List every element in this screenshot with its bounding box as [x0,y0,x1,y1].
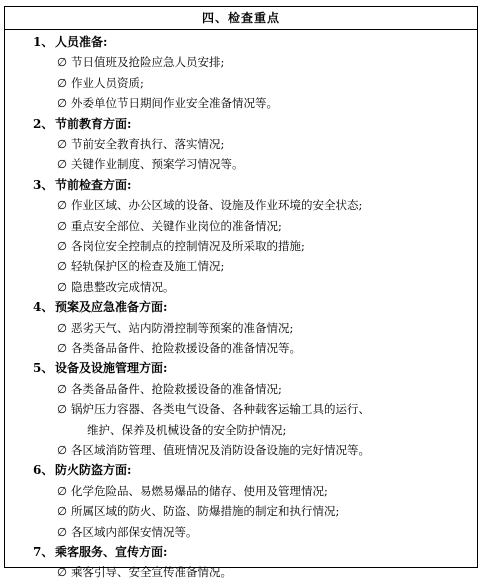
empty-set-bullet-icon: ∅ [57,218,68,233]
list-item-text: 外委单位节日期间作业安全准备情况等。 [71,96,278,111]
section-title: 预案及应急准备方面: [55,300,168,315]
list-item [5,562,477,582]
empty-set-bullet-icon: ∅ [57,341,68,356]
list-item [5,236,477,256]
section-number: 5、 [33,361,54,376]
list-item-text: 各区域消防管理、值班情况及消防设备设施的完好情况等。 [71,443,370,458]
list-item [5,256,477,276]
list-item [5,134,477,154]
list-item-text: 锅炉压力容器、各类电气设备、各种载客运输工具的运行、 [71,402,370,417]
list-item [5,216,477,236]
empty-set-bullet-icon: ∅ [57,259,68,274]
empty-set-bullet-icon: ∅ [57,198,68,213]
list-item-text: 乘客引导、安全宣传准备情况。 [71,565,232,580]
list-item-text: 隐患整改完成情况。 [71,279,175,294]
list-item [5,440,477,460]
empty-set-bullet-icon: ∅ [57,239,68,254]
list-item [5,277,477,297]
list-item-text: 重点安全部位、关键作业岗位的准备情况; [71,218,282,233]
list-item-text: 各区域内部保安情况等。 [71,524,198,539]
list-item [5,154,477,174]
empty-set-bullet-icon: ∅ [57,381,68,396]
section-heading [5,175,477,195]
list-item [5,379,477,399]
empty-set-bullet-icon: ∅ [57,157,68,172]
sections-list [5,30,477,583]
list-item-text: 轻轨保护区的检查及施工情况; [71,259,225,274]
list-item-text: 作业人员资质; [71,75,144,90]
empty-set-bullet-icon: ∅ [57,565,68,580]
list-item-text: 各类备品备件、抢险救援设备的准备情况; [71,381,282,396]
section-title: 节前检查方面: [55,177,132,192]
list-item-text: 作业区域、办公区域的设备、设施及作业环境的安全状态; [71,198,363,213]
list-item [5,73,477,93]
list-item-text: 所属区域的防火、防盗、防爆措施的制定和执行情况; [71,504,340,519]
list-item-text: 节日值班及抢险应急人员安排; [71,55,225,70]
empty-set-bullet-icon: ∅ [57,443,68,458]
list-item [5,481,477,501]
empty-set-bullet-icon: ∅ [57,483,68,498]
list-item [5,318,477,338]
section-heading [5,32,477,52]
section-heading [5,297,477,317]
list-item-text: 节前安全教育执行、落实情况; [71,137,225,151]
empty-set-bullet-icon: ∅ [57,524,68,539]
empty-set-bullet-icon: ∅ [57,504,68,519]
empty-set-bullet-icon: ∅ [57,402,68,417]
list-item-text: 恶劣天气、站内防滑控制等预案的准备情况; [71,320,294,335]
list-item-text: 关键作业制度、预案学习情况等。 [71,157,244,172]
list-item [5,52,477,72]
section-number: 4、 [33,300,54,315]
list-item [5,501,477,521]
section-number: 1、 [33,35,54,49]
list-item [5,195,477,215]
list-item-text: 各类备品备件、抢险救援设备的准备情况等。 [71,341,301,356]
section-heading [5,460,477,480]
section-title: 设备及设施管理方面: [55,361,168,376]
list-item [5,522,477,542]
section-title: 人员准备: [55,35,108,49]
list-item-continuation: 维护、保养及机械设备的安全防护情况; [87,422,287,437]
section-heading [5,542,477,562]
empty-set-bullet-icon: ∅ [57,320,68,335]
section-heading [5,114,477,134]
list-item [5,93,477,113]
section-title: 防火防盗方面: [55,463,132,478]
list-item [5,399,477,419]
section-number: 2、 [33,116,54,131]
section-title: 节前教育方面: [55,116,132,131]
section-number: 7、 [33,545,54,560]
inspection-document [4,6,478,580]
empty-set-bullet-icon: ∅ [57,279,68,294]
empty-set-bullet-icon: ∅ [57,137,68,151]
list-item-text: 各岗位安全控制点的控制情况及所采取的措施; [71,239,305,254]
list-item [5,338,477,358]
document-title: 四、检查重点 [5,7,477,30]
section-title: 乘客服务、宣传方面: [55,545,168,560]
empty-set-bullet-icon: ∅ [57,75,68,90]
empty-set-bullet-icon: ∅ [57,96,68,111]
list-item-text: 化学危险品、易燃易爆品的储存、使用及管理情况; [71,483,328,498]
empty-set-bullet-icon: ∅ [57,55,68,70]
section-heading [5,358,477,378]
section-number: 3、 [33,177,54,192]
section-number: 6、 [33,463,54,478]
